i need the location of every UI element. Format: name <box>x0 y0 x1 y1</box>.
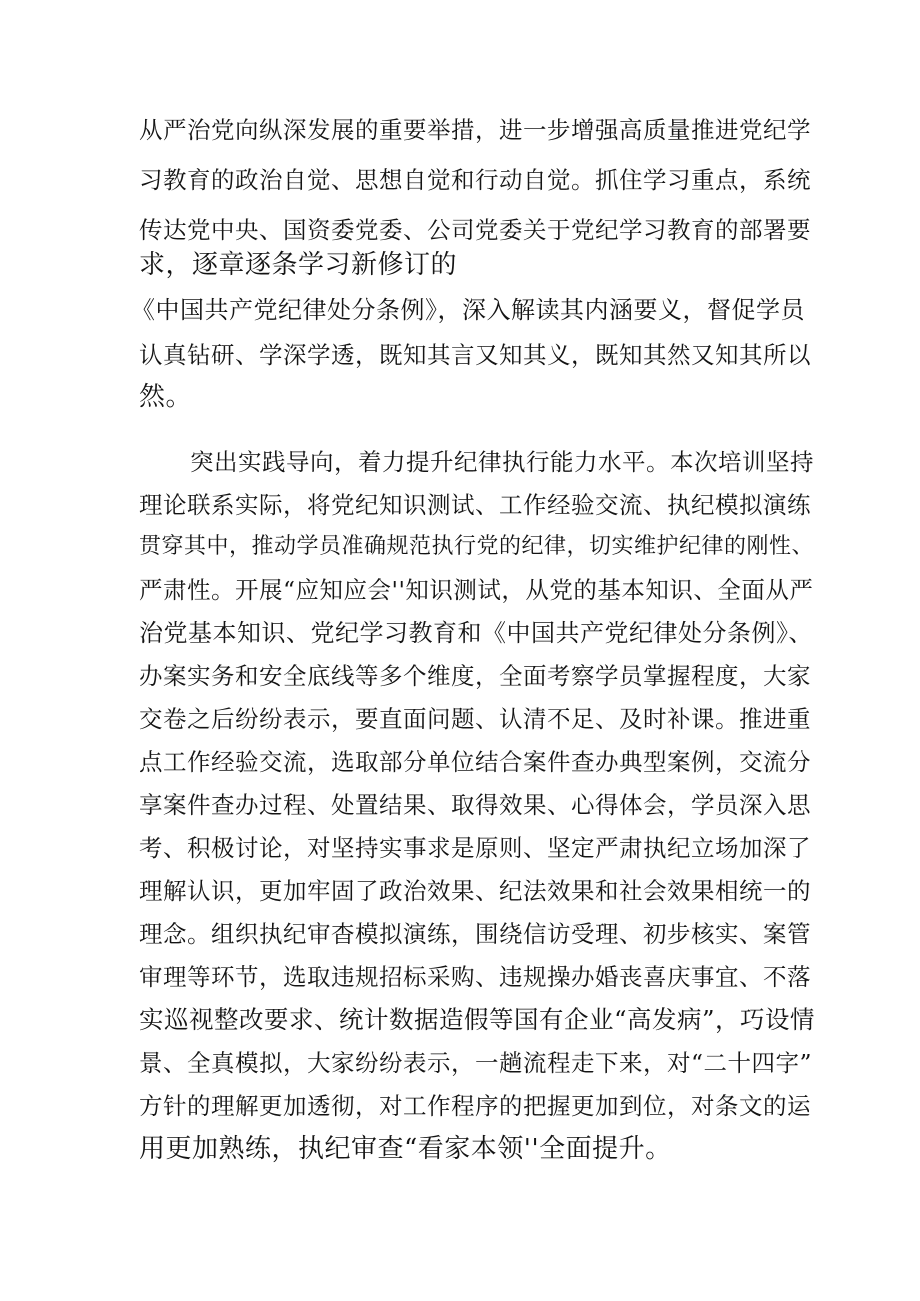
paragraph-2-line-4: 严肃性。开展“应知应会''知识测试，从党的基本知识、全面从严 <box>139 576 814 604</box>
paragraph-1-line-6: 认真钻研、学深学透，既知其言又知其义，既知其然又知其所以 <box>139 341 811 369</box>
paragraph-2-line-5: 治党基本知识、党纪学习教育和《中国共产党纪律处分条例》、 <box>139 619 813 647</box>
paragraph-1-line-3: 传达党中央、国资委党委、公司党委关于党纪学习教育的部署要 <box>139 216 811 244</box>
paragraph-1-line-5: 《中国共产党纪律处分条例》，深入解读其内涵要义，督促学员 <box>131 296 805 324</box>
paragraph-2-line-6: 办案实务和安全底线等多个维度，全面考察学员掌握程度，大家 <box>139 662 811 690</box>
paragraph-2-line-16: 方针的理解更加透彻，对工作程序的把握更加到位，对条文的运 <box>139 1092 811 1120</box>
paragraph-2-line-9: 享案件查办过程、处置结果、取得效果、心得体会，学员深入思 <box>139 791 811 819</box>
paragraph-2-line-1: 突出实践导向，着力提升纪律执行能力水平。本次培训坚持 <box>190 448 814 476</box>
paragraph-2-line-11: 理解认识，更加牢固了政治效果、纪法效果和社会效果相统一的 <box>139 877 811 905</box>
paragraph-2-line-14: 实巡视整改要求、统计数据造假等国有企业“高发病”，巧设情 <box>139 1005 816 1034</box>
paragraph-1-line-4: 求，逐章逐条学习新修订的 <box>139 250 458 280</box>
paragraph-2-line-3: 贯穿其中，推动学员准确规范执行党的纪律，切实维护纪律的刚性、 <box>139 534 815 559</box>
paragraph-2-line-10: 考、积极讨论，对坚持实事求是原则、坚定严肃执纪立场加深了 <box>139 834 811 862</box>
paragraph-2-line-15: 景、全真模拟，大家纷纷表示，一趟流程走下来，对“二十四字” <box>139 1049 813 1077</box>
paragraph-2-line-7: 交卷之后纷纷表示，要直面问题、认清不足、及时补课。推进重 <box>139 705 811 733</box>
paragraph-1-line-1: 从严治党向纵深发展的重要举措，进一步增强高质量推进党纪学 <box>139 116 811 144</box>
paragraph-2-line-2: 理论联系实际，将党纪知识测试、工作经验交流、执纪模拟演练 <box>139 491 811 519</box>
paragraph-1-line-2: 习教育的政治自觉、思想自觉和行动自觉。抓住学习重点，系统 <box>139 166 811 194</box>
paragraph-2-line-8: 点工作经验交流，选取部分单位结合案件查办典型案例，交流分 <box>139 748 811 776</box>
paragraph-1-line-7: 然。 <box>139 382 193 412</box>
paragraph-2-line-12: 理念。组织执纪审杳模拟演练，围绕信访受理、初步核实、案管 <box>139 920 811 948</box>
paragraph-2-line-17: 用更加熟练，执纪审查“看家本领''全面提升。 <box>139 1134 672 1164</box>
paragraph-2-line-13: 审理等环节，选取违规招标采购、违规操办婚丧喜庆事宜、不落 <box>139 963 811 991</box>
